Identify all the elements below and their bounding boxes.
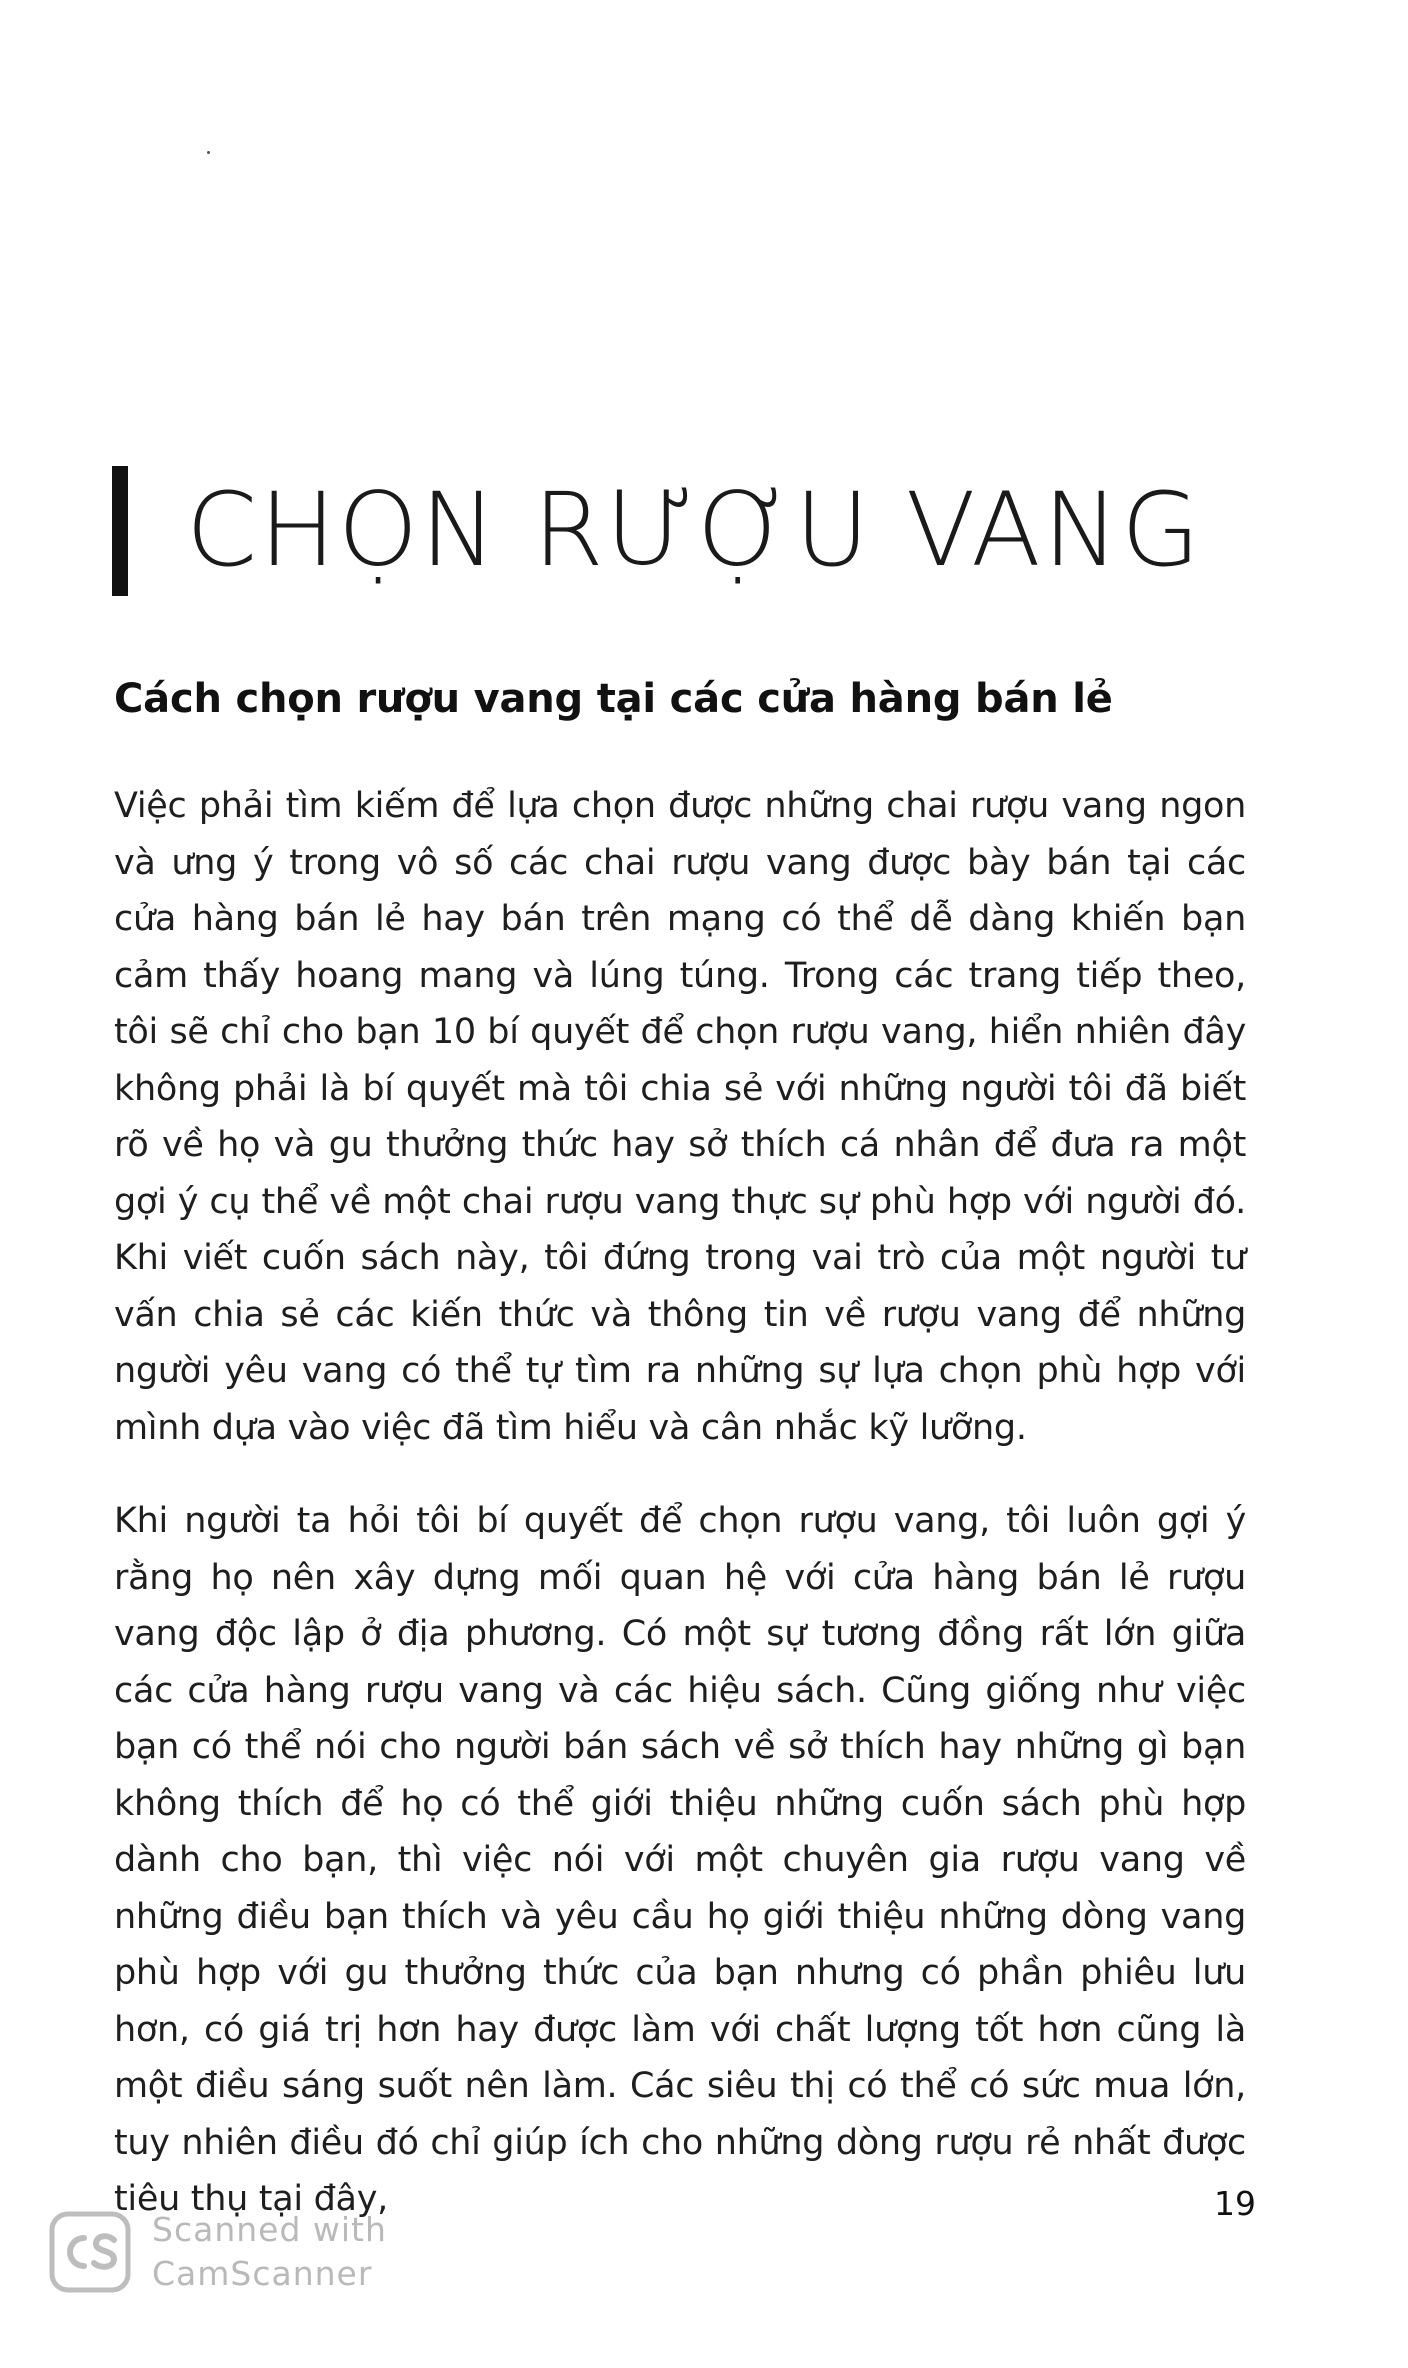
page-number: 19	[1214, 2184, 1256, 2223]
chapter-title: CHỌN RƯỢU VANG	[186, 471, 1203, 590]
paragraph-1: Việc phải tìm kiếm để lựa chọn được những chai rượu vang ngon và ưng ý trong vô số các chai rượu vang được bày bán tại các cửa hàng bán lẻ hay bán trên mạng có thể dễ dàng khiến bạn cảm thấy hoang mang và lúng túng. Trong các trang tiếp theo, tôi sẽ chỉ cho bạn 10 bí quyết để chọn rượu vang, hiển nhiên đây không phải là bí quyết mà tôi chia sẻ với những người tôi đã biết rõ về họ và gu thưởng thức hay sở thích cá nhân để đưa ra một gợi ý cụ thể về một chai rượu vang thực sự phù hợp với người đó. Khi viết cuốn sách này, tôi đứng trong vai trò của một người tư vấn chia sẻ các kiến thức và thông tin về rượu vang để những người yêu vang có thể tự tìm ra những sự lựa chọn phù hợp với mình dựa vào việc đã tìm hiểu và cân nhắc kỹ lưỡng.	[114, 786, 1246, 1448]
watermark-text	[152, 2208, 387, 2296]
chapter-heading	[112, 466, 1202, 596]
watermark-line-2: CamScanner	[152, 2254, 373, 2293]
scan-speck	[207, 151, 210, 154]
watermark-line-1: Scanned with	[152, 2210, 387, 2249]
paragraph-2: Khi người ta hỏi tôi bí quyết để chọn rượu vang, tôi luôn gợi ý rằng họ nên xây dựng mối quan hệ với cửa hàng bán lẻ rượu vang độc lập ở địa phương. Có một sự tương đồng rất lớn giữa các cửa hàng rượu vang và các hiệu sách. Cũng giống như việc bạn có thể nói cho người bán sách về sở thích hay những gì bạn không thích để họ có thể giới thiệu những cuốn sách phù hợp dành cho bạn, thì việc nói với một chuyên gia rượu vang về những điều bạn thích và yêu cầu họ giới thiệu những dòng vang phù hợp với gu thưởng thức của bạn nhưng có phần phiêu lưu hơn, có giá trị hơn hay được làm với chất lượng tốt hơn cũng là một điều sáng suốt nên làm. Các siêu thị có thể có sức mua lớn, tuy nhiên điều đó chỉ giúp ích cho những dòng rượu rẻ nhất được tiêu thụ tại đây,	[114, 1501, 1246, 2219]
section-title: Cách chọn rượu vang tại các cửa hàng bán lẻ	[114, 676, 1113, 722]
chapter-bar	[112, 466, 128, 596]
camscanner-watermark	[48, 2208, 387, 2296]
camscanner-icon	[48, 2210, 132, 2294]
